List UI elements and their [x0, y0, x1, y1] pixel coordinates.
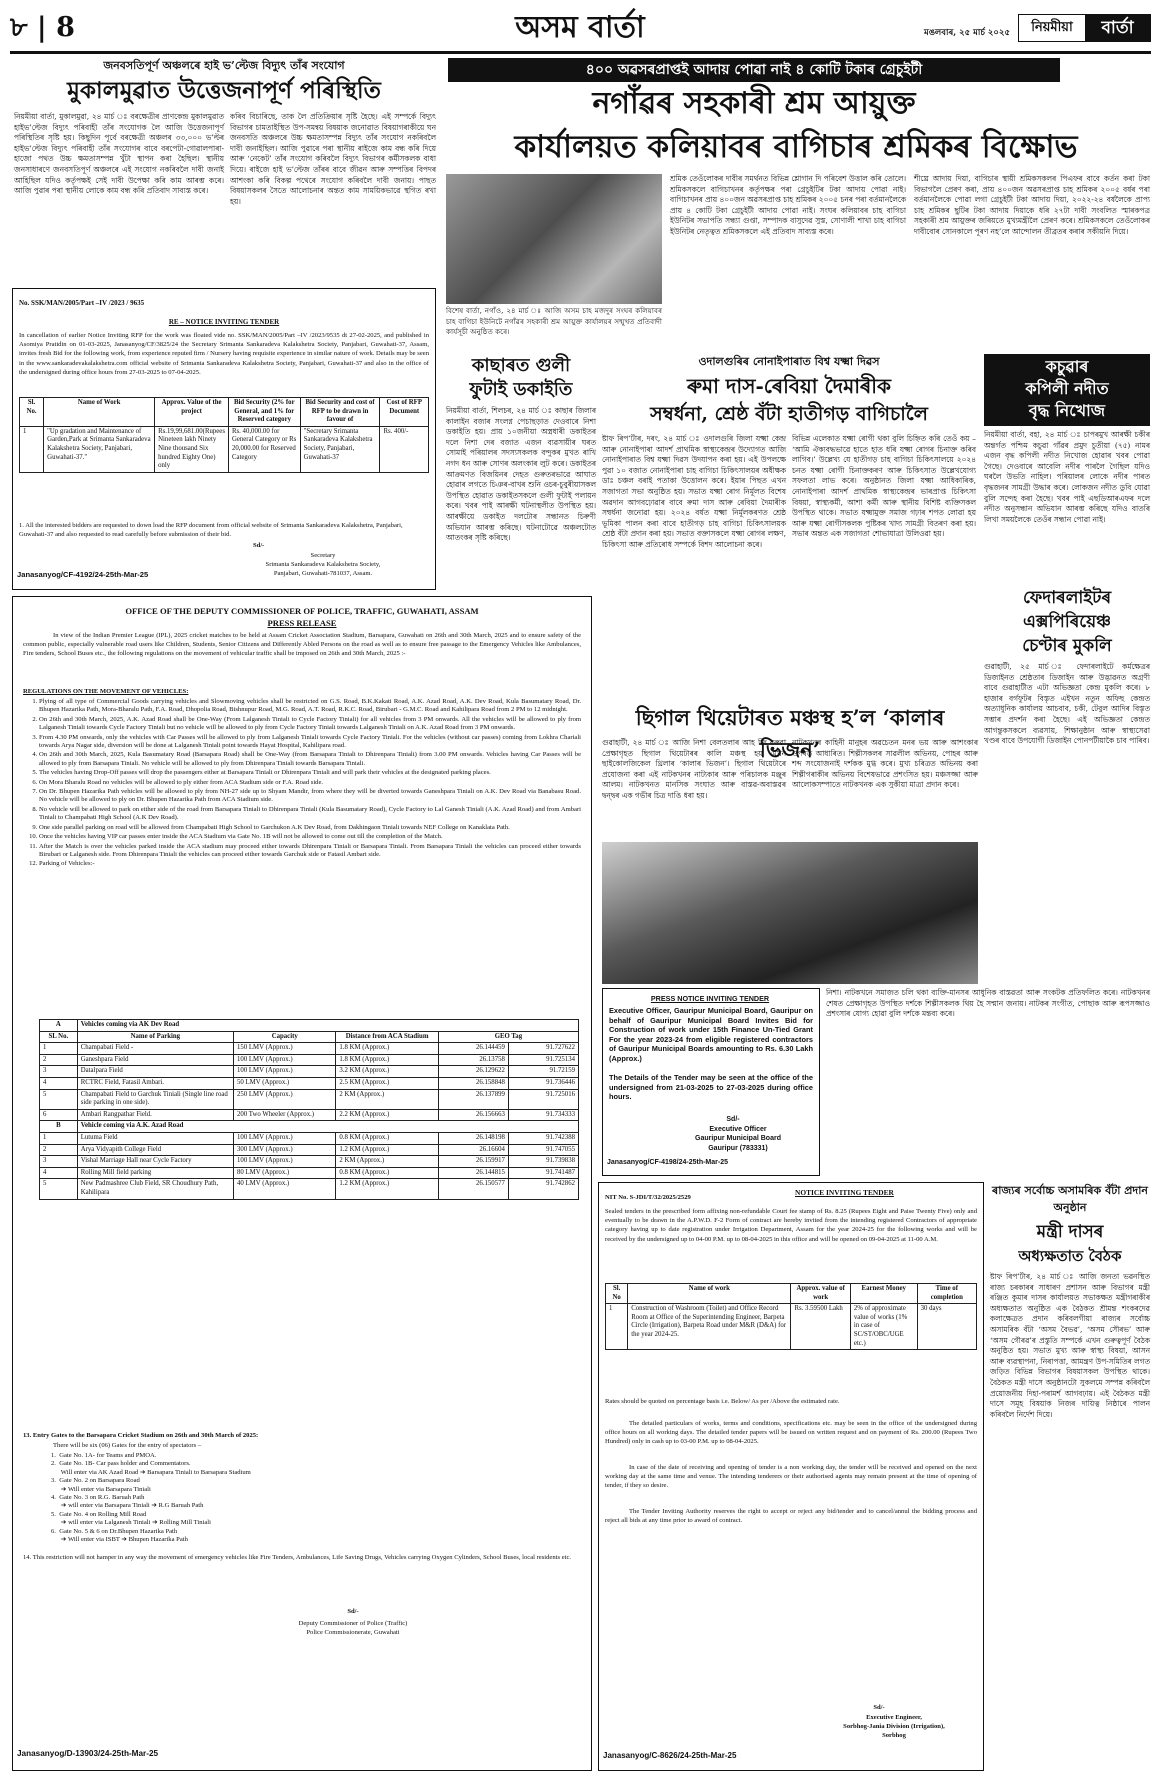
parking-cell: 1 — [40, 1132, 78, 1144]
parking-header-row — [40, 1031, 579, 1043]
nit-cell: 2% of approximate value of works (1% in case of SC/ST/OBC/UGE etc.) — [850, 1304, 917, 1350]
gates-list-wrap — [23, 1452, 581, 1548]
regulation-item: 3. From 4.30 PM onwards, only the vehicles with Car Passes will be allowed to ply from Lalganesh Tiniali towards Cycle Factory Tiniali. For the vehicles (without car passes) coming from Lokhra Chariali towards Arya Nagar side, diversion will be done at Lalganesh Tiniali point towards Hayat Hospital, Kahilipara road. — [39, 734, 581, 751]
police-note14: 14. This restriction will not hamper in any way the movement of emergency vehicles like Fire Tenders, Ambulances, Life Saving Drugs, Vehicles carrying Oxygen Cylinders, School Buses, local residents etc. — [23, 1554, 572, 1561]
parking-cell: 26.137899 — [438, 1089, 508, 1109]
parking-th-capacity: Capacity — [234, 1031, 336, 1043]
page-number: ৮ | 8 — [10, 12, 75, 43]
theatre-photo — [602, 842, 978, 984]
parking-cell: 3.2 KM (Approx.) — [336, 1066, 438, 1078]
table-row — [40, 1179, 579, 1199]
story5-headline-l2: কপিলী নদীত — [1025, 379, 1109, 398]
story7-col2: নাটকখনৰ কাহিনী মানুহৰ অৱচেতন মনৰ ভয় আৰু আশংকাৰ ওপৰত আধাৰিত। শিল্পীসকলৰ সাৱলীল অভিনয়, পোহৰ আৰু শব্দ সংযোজনাই দৰ্শকক মুগ্ধ কৰে। মুখ্য চৰিত্ৰত অভিনয় কৰা শিল্পীগৰাকীৰ অভিনয় বিশেষভাৱে প্ৰশংসিত হয়। মঞ্চসজ্জা আৰু আলোকসম্পাতে নাটকখনক এক সুকীয়া মাত্ৰা প্ৰদান কৰে। — [792, 738, 978, 790]
tender1-cell: Rs. 40,000.00 for General Category or Rs 20,000.00 for Reserved Category — [228, 426, 300, 472]
gate-item: 5. Gate No. 4 on Rolling Mill Road — [51, 1510, 147, 1518]
regulation-item: 5. The vehicles having Drop-Off passes will drop the passengers either at Barsapara Tiniali or Dhirenpara Tiniali and will park their vehicles at the designated parking places. — [39, 769, 581, 777]
kalakshetra-tender — [12, 288, 436, 590]
parking-cell: 2 KM (Approx.) — [336, 1156, 438, 1168]
parking-cell: 1.8 KM (Approx.) — [336, 1054, 438, 1066]
nit-p2: The detailed particulars of works, terms and conditions, specifications etc. may be seen in the office of the undersigned during office hours on all working days. The detailed tender papers will be issued on written request and on payment of Rs. 200.00 (Rupees Two Hundred) only in cash up to 03-00 P.M. up to 08-04-2025. — [605, 1420, 977, 1446]
parking-b-body — [40, 1132, 579, 1199]
parking-cell: 91.742388 — [508, 1132, 578, 1144]
parking-cell: Datalpara Field — [77, 1066, 233, 1078]
parking-cell: 3 — [40, 1156, 78, 1168]
story3-headline-l2: ফুটাই ডকাইতি — [469, 379, 573, 400]
tender1-ref: No. SSK/MAN/2005/Part –IV /2023 / 9635 — [19, 299, 145, 307]
press-notice-signatory: Executive Officer Gauripur Municipal Board Gauripur (783331) — [695, 1126, 781, 1152]
gauripur-press-notice — [602, 988, 820, 1176]
parking-cell: 1.2 KM (Approx.) — [336, 1179, 438, 1199]
table-row — [40, 1109, 579, 1121]
regulation-item: 11. After the Match is over the vehicles parked inside the ACA stadium may proceed either towards Dhirenpara Tiniali or Barsapara Tiniali. From Barsapara Tiniali the vehicles can proceed either towards Birubari or Lalganesh side. From Dhirenpara Tiniali the vehicles can proceed either towards Garchuk side or Fatasil Ambari side. — [39, 843, 581, 860]
parking-cell: New Padmashree Club Field, SR Choudhury Path, Kahilipara — [77, 1179, 233, 1199]
parking-cell: 150 LMV (Approx.) — [234, 1043, 336, 1055]
tender1-th-security: Bid Security (2% for General, and 1% for Reserved category — [228, 398, 300, 427]
story4-headline-l2: সম্বৰ্ধনা, শ্ৰেষ্ঠ বঁটা হাতীগড় বাগিচালৈ — [650, 403, 928, 425]
parking-cell: 26.150577 — [438, 1179, 508, 1199]
parking-cell: 6 — [40, 1109, 78, 1121]
nit-code: Janasanyog/C-8626/24-25th-Mar-25 — [603, 1751, 737, 1760]
parking-cell: 5 — [40, 1089, 78, 1109]
parking-cell: 91.725016 — [508, 1089, 578, 1109]
nit-p1: Rates should be quoted on percentage basis i.e. Below/ As per /Above the estimated rate. — [605, 1398, 840, 1405]
regulation-item: 4. On 26th and 30th March, 2025, Kula Basumatary Road (Barsapara Road) shall be One-Way (from Barsapara Tiniali to Dhirenpara Tiniali) from 3.00 PM onwards. Vehicles having Car Passes will be allowed to ply from Barsapara Tiniali. No vehicle will be allowed to ply from Dhirenpara Tiniali towards Barsapara Tiniali. — [39, 751, 581, 768]
parking-cell: 26.159917 — [438, 1156, 508, 1168]
gate-item: 1. Gate No. 1A- for Teams and PMOA. — [51, 1452, 157, 1459]
table-row — [40, 1132, 579, 1144]
logo-right: বাৰ্তা — [1085, 15, 1150, 41]
parking-cell: 91.741487 — [508, 1167, 578, 1179]
parking-cell: 40 LMV (Approx.) — [234, 1179, 336, 1199]
story5-body: নিয়মীয়া বাৰ্তা, বহা, ২৪ মাৰ্চ ঃ চাপৰমুখ আৰক্ষী চকীৰ অন্তৰ্গত পশ্চিম কচুৱা গাঁৱৰ প্ৰমুদ চুতীয়া (৭৫) নামৰ এজন বৃদ্ধ কপিলী নদীত নিখোজ হোৱাৰ খবৰ পোৱা গৈছে। দেওবাৰে আবেলি নদীৰ পাৰলৈ গৈছিল যদিও ঘৰলৈ উভতি নাহিল। পৰিয়ালৰ লোকে নদীৰ পাৰত বৃদ্ধজনৰ সামগ্ৰী উদ্ধাৰ কৰে। লোকজন নদীত ডুবি যোৱা বুলি সন্দেহ কৰা হৈছে। খবৰ পাই এছডিআৰএফৰ দলে নদীত অনুসন্ধান অভিযান আৰম্ভ কৰিছে যদিও বাতৰি লিখা সময়লৈকে তেওঁৰ সন্ধান পোৱা নাই। — [984, 430, 1150, 524]
story3-body: নিয়মীয়া বাৰ্তা, শিলচৰ, ২৪ মাৰ্চ ঃ কাছাৰ জিলাৰ কালাইন বজাৰ সংলগ্ন পেচাছড়াত দেওবাৰে নিশা ডকাইতি হয়। প্ৰায় ১০জনীয়া অস্ত্ৰধাৰী ডকাইতৰ দলে নিশা দেৰ বজাত এজন ব্যৱসায়ীৰ ঘৰত সোমাই পৰিয়ালৰ সদস্যসকলক বন্দুকৰ মুখত ৰাখি নগদ ধন আৰু সোণৰ অলংকাৰ লুট কৰে। ডকাইতৰ আক্ৰমণত বিজয়িনৰ দেহত গুৰুতৰভাৱে আঘাত হোৱাৰ লগতে চিঞৰ-বাখৰ শুনি ওচৰ-চুবুৰীয়াসকল উপস্থিত হোৱাত ডকাইতসকলে গুলী ফুটাই পলায়ন কৰে। খবৰ পাই আৰক্ষী ঘটনাস্থলীত উপস্থিত হয়। আৰক্ষীয়ে ডকাইত দলটোৰ সন্ধানত চিৰুণী অভিযান আৰম্ভ কৰিছে। ঘটনাটোৱে অঞ্চলটোত আতংকৰ সৃষ্টি কৰিছে। — [446, 406, 596, 543]
story1-headline: মুকালমুৱাত উত্তেজনাপূৰ্ণ পৰিস্থিতি — [67, 77, 381, 104]
parking-cell: 0.8 KM (Approx.) — [336, 1132, 438, 1144]
parking-cell: 91.742862 — [508, 1179, 578, 1199]
gate-item: 6. Gate No. 5 & 6 on Dr.Bhupen Hazarika Path — [51, 1527, 178, 1535]
parking-cell: 200 Two Wheeler (Approx.) — [234, 1109, 336, 1121]
tender1-th-cost: Cost of RFP Document — [380, 398, 429, 427]
table-row — [40, 1054, 579, 1066]
parking-table — [39, 1019, 579, 1429]
regulation-item: 6. On Mora Bharalu Road no vehicles will be allowed to ply either from ACA Stadium side or F.A. Road side. — [39, 779, 581, 787]
parking-section-letter: A — [40, 1020, 78, 1032]
story7-col3: নিশা। নাটকখনে সমাজত চলি থকা ব্যক্তি-মানসৰ আধুনিক বাস্তৱতা আৰু সংকটক প্ৰতিফলিত কৰে। নাটকখনৰ শেষত প্ৰেক্ষাগৃহত উপস্থিত দৰ্শকে শিল্পীসকলক থিয় হৈ সন্মান জনায়। নাটকৰ সংগীত, পোছাক আৰু ৰূপসজ্জাও প্ৰশংসাৰ যোগ্য হোৱা বুলি দৰ্শকে মন্তব্য কৰে। — [826, 988, 1150, 1019]
nit-cell: 1 — [606, 1304, 628, 1350]
police-code: Janasanyog/D-13903/24-25th-Mar-25 — [17, 1749, 159, 1758]
parking-th-name: Name of Parking — [77, 1031, 233, 1043]
nit-th-work: Name of work — [628, 1284, 791, 1304]
tender1-th-work: Name of Work — [44, 398, 155, 427]
story2-caption: বিশেষ বাৰ্তা, নগাঁও, ২৪ মাৰ্চ ঃ আজি অসম চাহ মজদুৰ সংঘৰ কলিয়াবৰ চাহ বাগিচা ইউনিটে নগাঁৱৰ সহকাৰী শ্ৰম আয়ুক্ত কাৰ্যালয়ৰ সন্মুখত প্ৰতিবাদী কাৰ্যসূচী অনুষ্ঠিত কৰে। — [446, 306, 662, 337]
parking-cell: 1 — [40, 1043, 78, 1055]
issue-date: মঙলবাৰ, ২৫ মাৰ্চ ২০২৫ — [923, 28, 1010, 38]
parking-cell: Ganeshpara Field — [77, 1054, 233, 1066]
tender1-th-favour: Bid Security and cost of RFP to be drawn in favour of — [300, 398, 380, 427]
gates-list — [23, 1452, 581, 1544]
parking-cell: 4 — [40, 1077, 78, 1089]
story6-headline-l2: এক্সপিৰিয়েঞ্চ — [1023, 612, 1111, 632]
parking-cell: Ambari Rangpathar Field. — [77, 1109, 233, 1121]
story7-col1: গুৱাহাটী, ২৪ মাৰ্চ ঃ আজি নিশা বেলতলাৰ আহ জি বৰুৱা প্ৰেক্ষাগৃহত ছিগাল থিয়েটাৰৰ কালি মঞ্চস্থ হয় এখন ছাইকোলজিকেল থ্ৰিলাৰ ‘কালাৰ ভিজন’। ছিগাল থিয়েটাৰে প্ৰযোজনা কৰা এই নাটকখনৰ নাট্যকাৰ আৰু পৰিচালক মঞ্জুৰ আলম। নাটকখনত মানসিক সংঘাত আৰু বাস্তৱ-অবাস্তৱৰ দ্বন্দ্বৰ এক গভীৰ চিত্ৰ দাঙি ধৰা হয়। — [602, 738, 786, 800]
gate-item: ➔ Will enter via ISBT ➔ Bhupen Hazarika Path — [51, 1536, 188, 1544]
police-release-title: PRESS RELEASE — [267, 618, 337, 628]
tender1-cell: 1 — [20, 426, 44, 472]
press-notice-sd: Sd/- — [726, 1116, 740, 1123]
nit-p4: The Tender Inviting Authority reserves the right to accept or reject any bid/tender and to cancel/annul the bidding process and reject all bids at any time prior to award of contract. — [605, 1508, 977, 1525]
nit-cell: Rs. 3.59500 Lakh — [791, 1304, 850, 1350]
story4-kicker: ওদালগুৰিৰ নোনাইপাৰাত বিশ্ব যক্ষ্মা দিৱস — [698, 355, 880, 368]
parking-cell: 26.156663 — [438, 1109, 508, 1121]
newspaper-title: অসম বাৰ্তা — [515, 10, 645, 45]
story2-banner: ৪০০ অৱসৰপ্ৰাপ্তই আদায় পোৱা নাই ৪ কোটি টকাৰ গ্ৰেচুইটী — [448, 58, 1060, 82]
story7-headline: ছিগাল থিয়েটাৰত মঞ্চস্থ হ’ল ‘কালাৰ ভিজন’ — [635, 705, 945, 762]
parking-cell: 1.8 KM (Approx.) — [336, 1043, 438, 1055]
parking-cell: 26.148198 — [438, 1132, 508, 1144]
parking-cell: 3 — [40, 1066, 78, 1078]
table-row — [40, 1066, 579, 1078]
table-row — [20, 426, 429, 472]
parking-cell: 26.158848 — [438, 1077, 508, 1089]
press-notice-title: PRESS NOTICE INVITING TENDER — [650, 994, 770, 1003]
masthead — [10, 6, 1151, 50]
police-signatory: Deputy Commissioner of Police (Traffic) Police Commissionerate, Guwahati — [298, 1620, 408, 1637]
parking-th-geotag: GEO Tag — [438, 1031, 578, 1043]
gate-item: 4. Gate No. 3 on R.G. Baruah Path — [51, 1494, 145, 1502]
tender1-code: Janasanyog/CF-4192/24-25th-Mar-25 — [17, 570, 149, 579]
table-row — [40, 1043, 579, 1055]
nit-sd: Sd/- — [873, 1704, 885, 1711]
police-regulations — [23, 698, 581, 1016]
parking-cell: 100 LMV (Approx.) — [234, 1132, 336, 1144]
nit-cell: Construction of Washroom (Toilet) and Office Record Room at Office of the Superintending Engineer, Barpeta Circle (Irrigation), Barpeta Road under M&R (D&A) for the year 2024-25. — [628, 1304, 791, 1350]
story5-headline-l1: কচুৱাৰ — [1045, 357, 1089, 376]
nit-th-time: Time of completion — [917, 1284, 976, 1304]
parking-cell: Lutuma Field — [77, 1132, 233, 1144]
story6-body: গুৱাহাটী, ২৫ মাৰ্চ ঃ ফেদাৰলাইটে কৰ্মক্ষেত্ৰৰ ডিজাইনত শ্ৰেষ্ঠতাৰ ডিজাইন আৰু উদ্ভাৱনত অগ্ৰণী বাবে গুৱাহাটীত এটা অভিজ্ঞতা কেন্দ্ৰ মুকলি কৰে। ৮ হাজাৰ বৰ্গফুটৰ বিস্তৃত এইখন নতুন অফিছ কেন্দ্ৰত অত্যাধুনিক কাৰ্যালয় আচবাব, চকী, টেবুল আদিৰ বিস্তৃত সম্ভাৰ প্ৰদৰ্শন কৰা হৈছে। এই অভিজ্ঞতা কেন্দ্ৰত আগন্তুকসকলে ব্যৱসায়, শিক্ষানুষ্ঠান আৰু স্বাস্থ্যসেৱা খণ্ডৰ বাবে উপযোগী ডিজাইন পোনপটীয়াকৈ চাব পাৰিব। — [984, 662, 1150, 746]
tender1-note: 1. All the interested bidders are requested to down load the RFP document from official website of Srimanta Sankaradeva Kalakshetra, Panjabari, Guwahati-37 and also requested to read carefully before submission of their bid. — [19, 522, 403, 539]
regulation-item: 12. Parking of Vehicles:- — [39, 860, 581, 868]
brand-logo — [1018, 14, 1151, 42]
parking-th-sl: SL No. — [40, 1031, 78, 1043]
regulation-item: 1. Plying of all type of Commercial Goods carrying vehicles and Slowmoving vehicles shall be restricted on G.S. Road, B.K.Kakati Road, A.K. Azad Road, A.K. Dev Road, Kula Basumatary Road, Dr. Bhupen Hazarika Path, Mora-Bharalu Path, F.A. Road, Dhopolia Road, Bishnupur Road, M.G. Road, A.T. Road, R.K.C. Road, Birubari - G.M.C. Road and Kahilipara Road from 2 PM to 12 midnight. — [39, 698, 581, 715]
table-row — [40, 1156, 579, 1168]
story4-headline-l1: ৰুমা দাস-ৰেবিয়া দৈমাৰীক — [687, 374, 891, 398]
parking-cell: 300 LMV (Approx.) — [234, 1144, 336, 1156]
nit-th-sl: Sl. No — [606, 1284, 628, 1304]
parking-cell: 2 — [40, 1144, 78, 1156]
story4-col2: বিভিন্ন এলেকাত যক্ষ্মা ৰোগী থকা বুলি চিহ্নিত কৰি তেওঁ কয় – ‘আমি ঐক্যবদ্ধভাৱে হাতে হাত ধৰি যক্ষ্মা ৰোগৰ চিনাক্ত কৰিব লাগিব।’ উল্লেখ্য যে হাতীগড় চাহ বাগিচা চিকিৎসালয়ে ২০২৪ চনত যক্ষ্মা ৰোগী চিনাক্তকৰণ আৰু চিকিৎসাত উল্লেখযোগ্য সফলতা লাভ কৰে। অনুষ্ঠানত জিলা যক্ষ্মা আধিকাৰিক, নোনাইপাৰা আদৰ্শ প্ৰাথমিক স্বাস্থ্যকেন্দ্ৰৰ ভাৰপ্ৰাপ্ত চিকিৎসা বিষয়া, স্বাস্থ্যকৰ্মী, আশা কৰ্মী আৰু স্থানীয় বিশিষ্ট ব্যক্তিসকল উপস্থিত থাকে। সভাত যক্ষ্মামুক্ত সমাজ গঢ়াৰ শপত লোৱা হয় আৰু যক্ষ্মা ৰোগীসকলক পুষ্টিকৰ খাদ্য সামগ্ৰী বিতৰণ কৰা হয়। সভাৰ অন্তত এক সজাগতা শোভাযাত্ৰা উলিওৱা হয়। — [792, 434, 976, 539]
gate-item: 3. Gate No. 2 on Barsapara Road — [51, 1477, 140, 1485]
parking-section-a: Vehicles coming via AK Dev Road — [77, 1020, 578, 1032]
nit-title: NOTICE INVITING TENDER — [795, 1188, 894, 1197]
gate-item: ➔ will enter via Lalganesh Tiniali ➔ Rolling Mill Tiniali — [51, 1519, 211, 1527]
parking-cell: 26.144815 — [438, 1167, 508, 1179]
parking-cell: 80 LMV (Approx.) — [234, 1167, 336, 1179]
parking-cell: 100 LMV (Approx.) — [234, 1066, 336, 1078]
police-intro: In view of the Indian Premier League (IPL), 2025 cricket matches to be held at Assam Cricket Association Stadium, Barsapara, Guwahati on 26th and 30th March, 2025 and to ensure safety of the common public, especially vulnerable road users like Children, Students, Senior Citizens and Differently Abled Persons on the road as well as to ensure free passage to the Emergency Vehicles like Ambulances, Fire tenders, School Buses etc., the following regulations on the movement of vehicular traffic shall be imposed on 26th and 30th March, 2025 :- — [23, 632, 581, 658]
regulations-list — [23, 698, 581, 869]
story8-headline-l2: অধ্যক্ষতাত বৈঠক — [1018, 1247, 1122, 1265]
regulation-item: 7. On Dr. Bhupen Hazarika Path vehicles will be allowed to ply from NH-27 side up to Shyam Mandir, from where they will be diverted towards Ganeshpara Tiniali on A.K. Dev Road via Banabasu Road. No vehicle will be allowed to ply on Dr. Bhupen Hazarika Path from ACA Stadium side. — [39, 788, 581, 805]
parking-cell: 250 LMV (Approx.) — [234, 1089, 336, 1109]
story8-headline-l1: মন্ত্ৰী দাসৰ — [1036, 1222, 1104, 1242]
parking-cell: 2 — [40, 1054, 78, 1066]
nit-p3: In case of the date of receiving and opening of tender is a non working day, the tender will be received and opened on the next working day at the same time and venue. The intending tenderers or their authorised agents may remain present at the time of opening of tender, if they so desire. — [605, 1464, 977, 1490]
police-office: OFFICE OF THE DEPUTY COMMISSIONER OF POLICE, TRAFFIC, GUWAHATI, ASSAM — [125, 606, 479, 616]
nit-body: Sealed tenders in the prescribed form affixing non-refundable Court fee stamp of Rs. 8.25 (Rupees Eight and Paise Twenty Five) only and eventually to be drawn in the A.P.W.D. F-2 Form of contract are hereby invited from the intending registered Contractors of appropriate category having up to date registration under Irrigation Department, Assam for the year 2024-25 for the following works and will be received by the undersigned up to 04-00 P.M. up to 08-04-2025 in this office and will be opened on 09-04-2025 at 11-00 A.M. — [605, 1208, 977, 1243]
regulation-item: 9. One side parallel parking on road will be allowed from Champabati High School to Garchukon A.K Dev Road, from Dakhingaon Tiniali towards NEF College on Kanaklata Path. — [39, 824, 581, 832]
parking-cell: Rolling Mill field parking — [77, 1167, 233, 1179]
story3-headline-l1: কাছাৰত গুলী — [471, 355, 571, 376]
tender1-th-sl: Sl. No. — [20, 398, 44, 427]
story8-body: ষ্টাফ ৰিপ’ৰ্টাৰ, ২৪ মাৰ্চ ঃ আজি জনতা ভৱনস্থিত ৰাজ্য চৰকাৰৰ সাধাৰণ প্ৰশাসন আৰু বিভাগৰ মন্ত্ৰী ৰঞ্জিত কুমাৰ দাসৰ কাৰ্যালয়ত সভাকক্ষত মন্ত্ৰীগৰাকীৰ অধ্যক্ষতাত অনুষ্ঠিত এক বৈঠকত শ্ৰীমন্ত শংকৰদেৱ কলাক্ষেত্ৰত প্ৰদান কৰিবলগীয়া ৰাজ্যৰ সৰ্বোচ্চ অসামৰিক বঁটা ‘অসম বৈভৱ’, ‘অসম সৌৰভ’ আৰু ‘অসম গৌৰৱ’ৰ প্ৰস্তুতি সম্পৰ্কে এখন গুৰুত্বপূৰ্ণ বৈঠক অনুষ্ঠিত হয়। সভাত মুখ্য আৰু স্বাস্থ্য বিষয়া, আসন আৰু ব্যৱস্থাপনা, নিৰাপত্তা, আমন্ত্ৰণ উপ-সমিতিৰ লগত জড়িত বিভিন্ন বিভাগৰ বিষয়াসকল উপস্থিত থাকে। বৈঠকত মন্ত্ৰী দাসে অনুষ্ঠানটো সুকলমে সম্পন্ন কৰিবলৈ প্ৰয়োজনীয় দিহা-পৰামৰ্শ আগবঢ়ায়। এই বৈঠকত মন্ত্ৰী দাসে সমূহ বিষয়াক নিজৰ দায়িত্ব নিষ্ঠাৰে পালন কৰিবলৈ নিৰ্দেশ দিয়ে। — [990, 1272, 1150, 1419]
story2-headline-l1: নগাঁৱৰ সহকাৰী শ্ৰম আয়ুক্ত — [592, 86, 916, 121]
story5-headline-l3: বৃদ্ধ নিখোজ — [1028, 401, 1106, 420]
gates-title: 13. Entry Gates to the Barsapara Cricket Stadium on 26th and 30th March of 2025: — [23, 1432, 259, 1439]
parking-cell: 91.747055 — [508, 1144, 578, 1156]
parking-cell: 91.72159 — [508, 1066, 578, 1078]
protest-photo — [446, 174, 662, 304]
nit-header-row — [606, 1284, 977, 1304]
police-press-release — [12, 596, 592, 1771]
parking-cell: 2 KM (Approx.) — [336, 1089, 438, 1109]
table-row — [606, 1304, 977, 1350]
parking-cell: 91.727622 — [508, 1043, 578, 1055]
parking-cell: 0.8 KM (Approx.) — [336, 1167, 438, 1179]
parking-cell: 91.736446 — [508, 1077, 578, 1089]
gate-item: 2. Gate No. 1B- Car pass holder and Commentators. — [51, 1460, 191, 1468]
police-reg-title: REGULATIONS ON THE MOVEMENT OF VEHICLES: — [23, 688, 189, 695]
parking-cell: 26.13758 — [438, 1054, 508, 1066]
parking-cell: Arya Vidyapith College Field — [77, 1144, 233, 1156]
tender1-table — [19, 397, 429, 515]
story6-headline-l1: ফেদাৰলাইটৰ — [1022, 588, 1112, 608]
parking-cell: 26.16604 — [438, 1144, 508, 1156]
gate-item: ➔ will enter via Barsapara Tiniali ➔ R.G Baruah Path — [51, 1502, 204, 1510]
parking-cell: 2.5 KM (Approx.) — [336, 1077, 438, 1089]
parking-cell: 2.2 KM (Approx.) — [336, 1109, 438, 1121]
parking-th-distance: Distance from ACA Stadium — [336, 1031, 438, 1043]
gate-item: ➔ Will enter via Barsapara Tiniali — [51, 1485, 151, 1493]
parking-section-a-row — [40, 1020, 579, 1032]
story4-col1: ষ্টাফ ৰিপ’ৰ্টাৰ, দৰং, ২৪ মাৰ্চ ঃ ওদালগুৰি জিলা যক্ষ্মা কেন্দ্ৰ আৰু নোনাইপাৰা আদৰ্শ প্ৰাথমিক স্বাস্থ্যকেন্দ্ৰৰ উদ্যোগত আজি নোনাইপাৰাত বিশ্ব যক্ষ্মা দিৱস উদযাপন কৰা হয়। এই উপলক্ষে পুৱা ১০ বজাত নোনাইপাৰা চাহ বাগিচা চিকিৎসালয়ৰ অধীক্ষক ডাঃ চঞ্চল বৰাই পতাকা উত্তোলন কৰে। ইয়াৰ পিছত এখন সজাগতা সভা অনুষ্ঠিত হয়। সভাত যক্ষ্মা ৰোগ নিৰ্মূলত বিশেষ অৱদান আগবঢ়োৱাৰ বাবে ৰুমা দাস আৰু ৰেবিয়া দৈমাৰীক সম্বৰ্ধনা জনোৱা হয়। ২০২৪ বৰ্ষত যক্ষ্মা নিৰ্মূলকৰণত শ্ৰেষ্ঠ ভূমিকা পালন কৰা বাবে হাতীগড় চাহ বাগিচা চিকিৎসালয়ক শ্ৰেষ্ঠ বঁটা প্ৰদান কৰা হয়। সভাত বক্তাসকলে যক্ষ্মা ৰোগৰ লক্ষণ, চিকিৎসা আৰু প্ৰতিৰোধ সম্পৰ্কে বিশদ আলোচনা কৰে। — [602, 434, 786, 549]
tender1-header-row — [20, 398, 429, 427]
tender1-cell: "Secretary Srimanta Sankaradeva Kalakshetra Society, Panjabari, Guwahati-37 — [300, 426, 380, 472]
sorbhog-nit — [598, 1182, 984, 1771]
gates-intro: There will be six (06) Gates for the entry of spectators – — [53, 1442, 202, 1449]
press-notice-code: Janasanyog/CF-4198/24-25th-Mar-25 — [607, 1159, 728, 1166]
regulation-item: 10. Once the vehicles having VIP car passes enter inside the ACA Stadium via Gate No. 1B will not be allowed to come out till the completion of the Match. — [39, 833, 581, 841]
table-row — [40, 1144, 579, 1156]
gate-item: Will enter via AK Azad Road ➔ Barsapara Tiniali to Barsapara Stadium — [51, 1468, 251, 1476]
parking-cell: RCTRC Field, Fatasil Ambari. — [77, 1077, 233, 1089]
nit-ref: NIT No. S-JDI/T/32/2025/2529 — [605, 1194, 691, 1201]
tender1-cell: Rs.19,99,681.00(Rupees Nineteen lakh Ninety Nine thousand Six hundred Eighty One) only — [155, 426, 229, 472]
tender1-sd: Sd/- — [253, 542, 265, 549]
parking-cell: 4 — [40, 1167, 78, 1179]
parking-cell: 50 LMV (Approx.) — [234, 1077, 336, 1089]
parking-a-body — [40, 1043, 579, 1121]
regulation-item: 2. On 26th and 30th March, 2025, A.K. Azad Road shall be One-Way (From Lalganesh Tiniali to Cycle Factory Tiniali) for all vehicles from 3 PM onwards. All the vehicles will be allowed to ply from Lalganesh Tiniali towards Cycle Factory Tiniali but no vehicle will be allowed to ply from Cycle Factory Tiniali towards Lalganesh Tiniali on A.K. Azad Road from 3 PM onwards. — [39, 716, 581, 733]
police-sd: Sd/- — [347, 1608, 359, 1615]
press-notice-body2: The Details of the Tender may be seen at the office of the undersigned from 21-03-2025 to 27-03-2025 during office hours. — [609, 1073, 813, 1102]
nit-table — [605, 1283, 977, 1393]
tender1-body: In cancellation of earlier Notice Inviting RFP for the work was floated vide no. SSK/MAN/2005/Part –IV /2023/9535 dt 27-02-2025, and published in Asomiya Pratidin on 01-03-2025, Janasanyog/CF/3825/24 the Secretary Srimanta Sankaradeva Kalakshetra Society, Panjabari, Guwahati-37, Assam, invites fresh Bid for the following work, from experience reputed firm / Nursery having requisite experience in similar nature of work. Details may be seen in the www.sankaradevakalakshetra.com official website of Srimanta Sankaradeva Kalakshetra Society, Panjabari, Guwahati-37 and also in the office of the undersigned during office hours from 27-03-2025 to 07-04-2025. — [19, 332, 429, 376]
nit-th-earnest: Earnest Money — [850, 1284, 917, 1304]
tender1-cell: "Up gradation and Maintenance of Garden,Park at Srimanta Sankaradeva Kalakshetra Society, Panjabari, Guwahati-37." — [44, 426, 155, 472]
parking-section-b: Vehicle coming via A.K. Azad Road — [77, 1121, 578, 1133]
parking-cell: 100 LMV (Approx.) — [234, 1156, 336, 1168]
story2-col1: শ্ৰমিক তেওঁলোকৰ দাবীৰ সমৰ্থনত বিভিন্ন শ্লোগান দি পৰিবেশ উত্তাল কৰি তোলে। শ্ৰমিকসকলে বাগিচাখনৰ কৰ্তৃপক্ষৰ পৰা গ্ৰেচুইটিৰ টকা আদায় পোৱা নাই। বাগিচাখনৰ প্ৰায় ৪০০জন অৱসৰপ্ৰাপ্ত চাহ শ্ৰমিকৰ ২০০৫ চনৰ পৰা বৰ্তমানলৈকে প্ৰায় ৪ কোটি টকা গ্ৰেচুইটী আদায় পোৱা নাই। সংঘৰ কলিয়াবৰ চাহ বাগিচা ইউনিটৰ সভাপতি সন্ধ্যা গুপ্তা, সম্পাদক বাসুদেৱ সুস্ত, সোণালী শাখা চাহ বাগিচা ইউনিটৰ নেতৃত্বত শ্ৰমিকসকলে এই প্ৰতিবাদ সাব্যস্ত কৰে। — [670, 174, 906, 236]
nit-cell: 30 days — [917, 1304, 976, 1350]
story6-headline-l3: চেণ্টাৰ মুকলি — [1022, 636, 1112, 656]
nit-signatory: Executive Engineer, Sorbhog-Jania Division (Irrigation), Sorbhog — [843, 1714, 945, 1740]
table-row — [40, 1077, 579, 1089]
parking-cell: 91.739838 — [508, 1156, 578, 1168]
parking-cell: Champabati Field to Garchuk Tiniali (Single line road side parking in one side). — [77, 1089, 233, 1109]
nit-th-value: Approx. value of work — [791, 1284, 850, 1304]
parking-cell: 5 — [40, 1179, 78, 1199]
story1-col1: নিয়মীয়া বাৰ্তা, মুকালমুৱা, ২৪ মাৰ্চ ঃ বৰক্ষেত্ৰীৰ প্ৰাণকেন্দ্ৰ মুকালমুৱাত হাইভ’ল্টেজ বিদ্যুৎ পৰিবাহী তাঁৰ সংযোগক লৈ আজি উত্তেজনাপূৰ্ণ পৰিস্থিতিৰ সৃষ্টি হয়। কিছুদিন পূৰ্বে বৰক্ষেত্ৰী অঞ্চলৰ ৩৩,০০০ ভ’ল্টৰ হাইভ’ল্টেজ বিদ্যুৎ পৰিবাহী তাঁৰ সংযোগৰ বাবে বৰপেটা-গোৱালপাৰা-হাজো পথত উচ্চ ক্ষমতাসম্পন্ন খুঁটা স্থাপন কৰা হৈছিল। স্থানীয় জনসাধাৰণে জনবসতিপূৰ্ণ অঞ্চলৰে এই সংযোগ নকৰিবলৈ দাবী জনাই আহিছিল যদিও কৰ্তৃপক্ষই সেই দাবী উপেক্ষা কৰি কাম আৰম্ভ কৰে। আজি পুৱাৰ পৰা স্থানীয় লোকে কাম বন্ধ কৰি প্ৰতিবাদ সাব্যস্ত কৰে। — [14, 112, 224, 196]
logo-left: নিয়মীয়া — [1031, 20, 1073, 35]
parking-cell: 100 LMV (Approx.) — [234, 1054, 336, 1066]
parking-cell: Champabati Field - — [77, 1043, 233, 1055]
parking-section-letter: B — [40, 1121, 78, 1133]
parking-cell: 91.725134 — [508, 1054, 578, 1066]
table-row — [40, 1167, 579, 1179]
story1-kicker: জনবসতিপূৰ্ণ অঞ্চলৰে হাই ভ’ল্টেজ বিদ্যুৎ তাঁৰ সংযোগ — [103, 59, 345, 72]
tender1-title: RE – NOTICE INVITING TENDER — [168, 318, 280, 326]
story8-kicker: ৰাজ্যৰ সৰ্বোচ্চ অসামৰিক বঁটা প্ৰদান অনুষ্ঠান — [992, 1184, 1148, 1214]
parking-cell: 26.144459 — [438, 1043, 508, 1055]
parking-cell: 26.129622 — [438, 1066, 508, 1078]
table-row — [40, 1089, 579, 1109]
press-notice-body: Executive Officer, Gauripur Municipal Board, Gauripur on behalf of Gauripur Municipal Board Invites Bid for Construction of work under 15th Finance Un-Tied Grant For the year 2023-24 from eligible registered contractors of Gauripur Municipal Boards amounting to Rs. 6.30 Lakh (Approx.) — [609, 1006, 813, 1063]
story5-headline-box — [984, 354, 1150, 426]
story2-headline-l2: কাৰ্যালয়ত কলিয়াবৰ বাগিচাৰ শ্ৰমিকৰ বিক্ষোভ — [514, 129, 1078, 165]
masthead-rule — [10, 51, 1151, 54]
story1-col2: কৰিব বিচাৰিছে, তাক লৈ প্ৰতিক্ৰিয়াৰ সৃষ্টি হৈছে। এই সম্পৰ্কে বিদ্যুৎ বিভাগৰ চামতাইস্থিত উপ-সমন্বয় বিষয়াক জনোৱাত বিষয়াগৰাকীয়ে ঘন জনবসতি অঞ্চলৰে উচ্চ ক্ষমতাসম্পন্ন বিদ্যুৎ তাঁৰ সংযোগ নকৰিবলৈ দাবী জনাইছিল। আজি পুৱাৰে পৰা স্থানীয় ৰাইজে কাম বন্ধ কৰি দিয়ে আৰু ‘নেকেট’ তাঁৰ সংযোগ কৰিবলৈ বিদ্যুৎ বিভাগৰ কৰ্মীসকলক বাধা দিয়ে। ৰাইজে হাই ভ’ল্টেজ তাঁৰৰ বাবে জীৱন আৰু সম্পত্তিৰ বিপদৰ আশংকা কৰি বিকল্প পথেৰে সংযোগ কৰিবলৈ দাবী জনায়। পাছত বিষয়াসকলৰ সৈতে আলোচনাৰ অন্তত কাম সাময়িকভাৱে স্থগিত ৰখা হয়। — [230, 112, 436, 206]
parking-section-b-row — [40, 1121, 579, 1133]
parking-cell: 1.2 KM (Approx.) — [336, 1144, 438, 1156]
parking-cell: Vishal Marriage Hall near Cycle Factory — [77, 1156, 233, 1168]
tender1-signatory: Secretary Srimanta Sankaradeva Kalakshetra Society, Panjabari, Guwahati-781037, Assam. — [265, 552, 381, 578]
tender1-th-value: Approx. Value of the project — [155, 398, 229, 427]
parking-cell: 91.734333 — [508, 1109, 578, 1121]
regulation-item: 8. No vehicle will be allowed to park on either side of the road from Barsapara Tiniali to Dhirenpara Tiniali (Kula Basumatary Road), Cycle Factory to Lal Ganesh Tiniali (A.K. Azad Road) and from Ambari Tiniali to Champabati High School (A.K Dev Road). — [39, 806, 581, 823]
story2-col2: শীঘ্ৰে আদায় দিয়া, বাগিচাৰ স্থায়ী শ্ৰমিকসকলৰ পিএফৰ বাবে কৰ্তন কৰা টকা বিভাগলৈ প্ৰেৰণ কৰা, প্ৰায় ৪০০জন অৱসৰপ্ৰাপ্ত চাহ শ্ৰমিকৰ ২০০৫ বৰ্ষৰ পৰা বৰ্তমানলৈকে পোৱা লগা গ্ৰেচুইটী টকা আদায় দিয়া, ২০২২-২৪ বৰ্ষলৈকে প্ৰাপ্য চাহ শ্ৰমিকৰ ছুটিৰ টকা আদায় দিয়াকে ধৰি ২৭টা দাবী সংবলিত স্মাৰকপত্ৰ সহকাৰী শ্ৰম আয়ুক্তৰ জৰিয়তে মুখ্যমন্ত্ৰীলৈ প্ৰেৰণ কৰে। শ্ৰমিকসকলে তেওঁলোকৰ দাবীবোৰ সোনকালে পূৰণ নহ’লে আন্দোলন তীব্ৰতৰ কৰাৰ সকীয়নি দিয়ে। — [914, 174, 1150, 236]
tender1-cell: Rs. 400/- — [380, 426, 429, 472]
